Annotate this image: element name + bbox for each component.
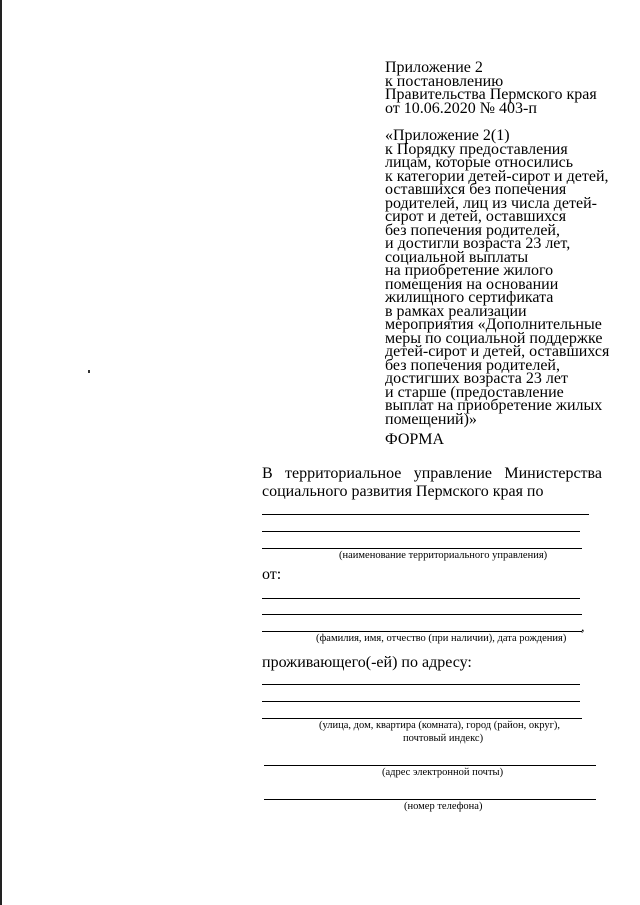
appendix-line: к постановлению (385, 72, 504, 90)
recipient-line-1: В территориальное управление Министерства (262, 465, 602, 482)
quote-line: помещений)» (385, 410, 477, 428)
appendix-header (385, 61, 597, 115)
quote-line: сирот и детей, оставшихся (385, 208, 567, 225)
quote-line: «Приложение 2(1) (385, 127, 510, 144)
appendix-line: от 10.06.2020 № 403-п (385, 99, 537, 117)
email-caption: (адрес электронной почты) (382, 767, 504, 778)
appendix-line: Приложение 2 (385, 59, 483, 76)
phone-fill-line[interactable] (264, 799, 596, 800)
appendix-quote (385, 129, 609, 426)
from-label: от: (262, 566, 282, 583)
quote-line: к Порядку предоставления (385, 140, 568, 158)
recipient-caption: (наименование территориального управления) (339, 550, 548, 561)
quote-line: на приобретение жилого (385, 262, 554, 279)
quote-line: мероприятия «Дополнительные (385, 316, 602, 333)
recipient-fill-line[interactable] (262, 514, 589, 515)
from-fill-line[interactable] (262, 614, 582, 615)
address-caption-line-2: почтовый индекс) (403, 733, 484, 744)
quote-line: достигших возраста 23 лет (385, 370, 568, 387)
address-label: проживающего(-ей) по адресу: (262, 654, 472, 671)
quote-line: меры по социальной поддержке (385, 329, 603, 347)
quote-line: и достигли возраста 23 лет, (385, 235, 571, 252)
form-heading: ФОРМА (385, 431, 445, 448)
quote-line: выплат на приобретение жилых (385, 397, 603, 414)
trailing-comma: , (581, 620, 585, 635)
quote-line: и старше (предоставление (385, 383, 564, 401)
quote-line: лицам, которые относились (385, 154, 574, 171)
quote-line: к категории детей-сирот и детей, (385, 167, 609, 185)
recipient-fill-line[interactable] (262, 548, 582, 549)
phone-caption: (номер телефона) (404, 801, 483, 812)
quote-line: родителей, лиц из числа детей- (385, 194, 597, 212)
address-fill-line[interactable] (262, 718, 582, 719)
scan-edge (0, 0, 2, 905)
quote-line: социальной выплаты (385, 248, 529, 266)
quote-line: детей-сирот и детей, оставшихся (385, 343, 610, 360)
quote-line: помещения на основании (385, 275, 559, 293)
address-fill-line[interactable] (262, 701, 580, 702)
scan-speck (88, 370, 90, 373)
from-fill-line[interactable] (262, 598, 580, 599)
from-fill-line[interactable] (262, 631, 582, 632)
recipient-line-2: социального развития Пермского края по (262, 483, 544, 500)
address-caption-line-1: (улица, дом, квартира (комната), город (район, округ), (319, 720, 561, 731)
quote-line: в рамках реализации (385, 302, 527, 320)
address-fill-line[interactable] (262, 684, 580, 685)
from-caption: (фамилия, имя, отчество (при наличии), дата рождения) (316, 633, 567, 644)
email-fill-line[interactable] (264, 765, 596, 766)
appendix-line: Правительства Пермского края (385, 86, 597, 103)
quote-line: без попечения родителей, (385, 221, 560, 239)
quote-line: без попечения родителей, (385, 356, 560, 374)
quote-line: жилищного сертификата (385, 289, 554, 306)
quote-line: оставшихся без попечения (385, 181, 567, 198)
recipient-fill-line[interactable] (262, 531, 580, 532)
